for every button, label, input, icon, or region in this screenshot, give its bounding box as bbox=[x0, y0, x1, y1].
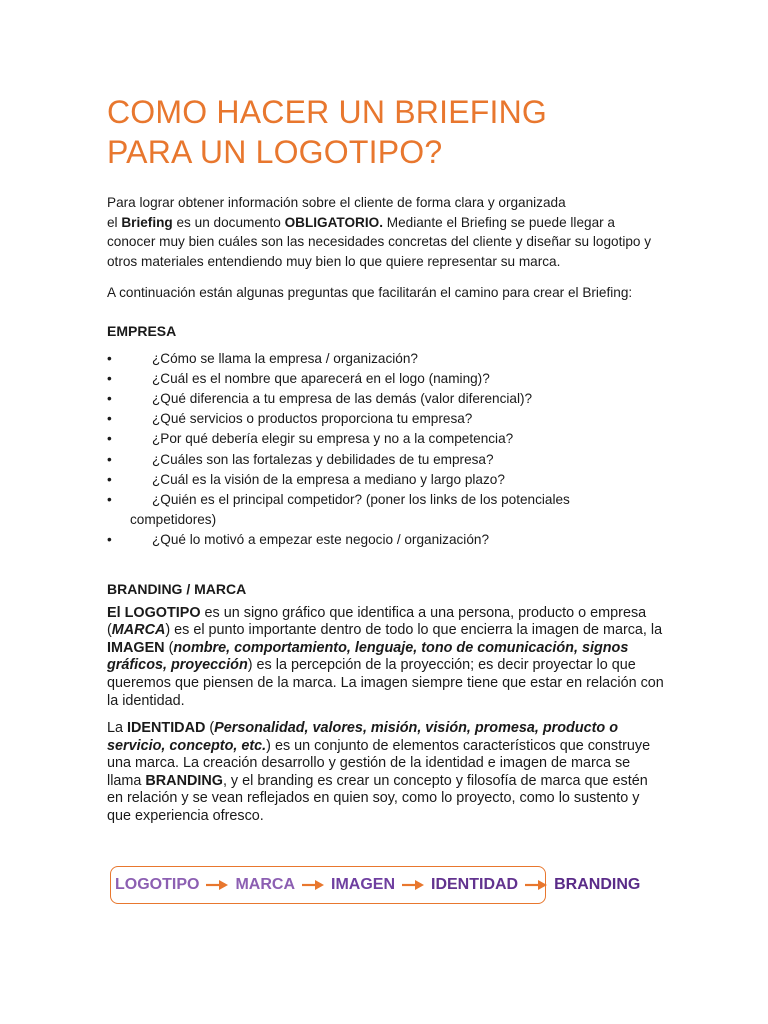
list-item bbox=[107, 470, 667, 490]
paragraph-text: La bbox=[107, 720, 128, 737]
flow-step-identidad: IDENTIDAD bbox=[431, 876, 519, 893]
arrow-right-icon bbox=[302, 879, 324, 891]
imagen-terms: nombre, comportamiento, lenguaje, tono de comunicación, signos gráficos, proyección bbox=[107, 639, 629, 674]
question-text: ¿Cuáles son las fortalezas y debilidades de tu empresa? bbox=[152, 451, 494, 467]
logotipo-paragraph bbox=[107, 605, 667, 711]
page-title bbox=[107, 92, 667, 172]
flow-step-marca: MARCA bbox=[235, 876, 295, 893]
el-logotipo-term: El LOGOTIPO bbox=[107, 604, 201, 621]
branding-term: BRANDING bbox=[145, 772, 223, 789]
title-line-1: COMO HACER UN BRIEFING bbox=[107, 94, 547, 130]
arrow-right-icon bbox=[525, 879, 547, 891]
empresa-question-list bbox=[107, 349, 667, 551]
intro-line-1: Para lograr obtener información sobre el cliente de forma clara y organizada bbox=[107, 195, 566, 210]
bullet: • bbox=[107, 532, 112, 548]
imagen-term: IMAGEN bbox=[107, 639, 165, 656]
list-item bbox=[107, 450, 667, 470]
paragraph-text: ( bbox=[205, 720, 215, 737]
question-text: ¿Qué servicios o productos proporciona tu empresa? bbox=[152, 411, 473, 427]
bullet: • bbox=[107, 471, 112, 487]
flow-step-imagen: IMAGEN bbox=[331, 876, 395, 893]
list-item bbox=[107, 369, 667, 389]
question-text-continuation: competidores) bbox=[130, 512, 217, 528]
bullet: • bbox=[107, 390, 112, 406]
identidad-term: IDENTIDAD bbox=[127, 720, 206, 737]
flow-step-logotipo: LOGOTIPO bbox=[115, 876, 200, 893]
flow-step-branding: BRANDING bbox=[554, 876, 641, 893]
question-text: ¿Cuál es el nombre que aparecerá en el logo (naming)? bbox=[152, 370, 490, 386]
intro-paragraph bbox=[107, 193, 667, 271]
question-text: ¿Quién es el principal competidor? (poner los links de los potenciales bbox=[152, 491, 570, 507]
branding-flow-diagram bbox=[115, 874, 640, 896]
bullet: • bbox=[107, 411, 112, 427]
empresa-heading: EMPRESA bbox=[107, 322, 177, 339]
intro-es-un: es un documento bbox=[172, 214, 285, 230]
intro-briefing: Briefing bbox=[121, 214, 173, 230]
list-item bbox=[107, 389, 667, 409]
bullet: • bbox=[107, 350, 112, 366]
intro-obligatorio: OBLIGATORIO. bbox=[284, 214, 383, 230]
bullet: • bbox=[107, 431, 112, 447]
list-item bbox=[107, 409, 667, 429]
paragraph-text: ) es la percepción de la proyección; es decir proyectar lo que queremos que piensen de la marca. La imagen siempre tiene que estar en relación con la identidad. bbox=[107, 657, 664, 709]
paragraph-text: ) es el punto importante dentro de todo lo que encierra la imagen de marca, la bbox=[165, 622, 663, 639]
bullet: • bbox=[107, 491, 112, 507]
paragraph-text: ( bbox=[164, 639, 174, 656]
identidad-paragraph bbox=[107, 720, 667, 826]
marca-term: MARCA bbox=[111, 622, 166, 639]
title-line-2: PARA UN LOGOTIPO? bbox=[107, 134, 443, 170]
paragraph-text: es un signo gráfico que identifica a una persona, producto o empresa ( bbox=[107, 604, 647, 639]
bullet: • bbox=[107, 451, 112, 467]
list-item bbox=[107, 429, 667, 449]
intro-el: el bbox=[107, 214, 122, 230]
list-item bbox=[107, 349, 667, 369]
question-text: ¿Cómo se llama la empresa / organización? bbox=[152, 350, 418, 366]
paragraph-text: ) es un conjunto de elementos característicos que construye una marca. La creación desarrollo y gestión de la identidad e imagen de marca se llama bbox=[107, 737, 651, 789]
continuation-paragraph: A continuación están algunas preguntas que facilitarán el camino para crear el Briefing: bbox=[107, 285, 633, 300]
question-text: ¿Por qué debería elegir su empresa y no a la competencia? bbox=[152, 431, 514, 447]
question-text: ¿Qué diferencia a tu empresa de las demás (valor diferencial)? bbox=[152, 390, 533, 406]
arrow-right-icon bbox=[402, 879, 424, 891]
list-item bbox=[107, 490, 667, 530]
list-item bbox=[107, 530, 667, 550]
identidad-terms: Personalidad, valores, misión, visión, promesa, producto o servicio, concepto, etc. bbox=[107, 720, 619, 754]
paragraph-text: , y el branding es crear un concepto y filosofía de marca que estén en relación y se vean reflejados en quien soy, como lo proyecto, como lo sustento y que experiencia ofresco. bbox=[107, 772, 648, 825]
branding-heading: BRANDING / MARCA bbox=[107, 580, 247, 597]
bullet: • bbox=[107, 370, 112, 386]
question-text: ¿Cuál es la visión de la empresa a mediano y largo plazo? bbox=[152, 471, 505, 487]
intro-rest: Mediante el Briefing se puede llegar a conocer muy bien cuáles son las necesidades concretas del cliente y diseñar su logotipo y otros materiales entendiendo muy bien lo que quiere representar su marca. bbox=[107, 214, 652, 269]
question-text: ¿Qué lo motivó a empezar este negocio / organización? bbox=[152, 532, 490, 548]
document-page bbox=[107, 92, 667, 826]
arrow-right-icon bbox=[206, 879, 228, 891]
